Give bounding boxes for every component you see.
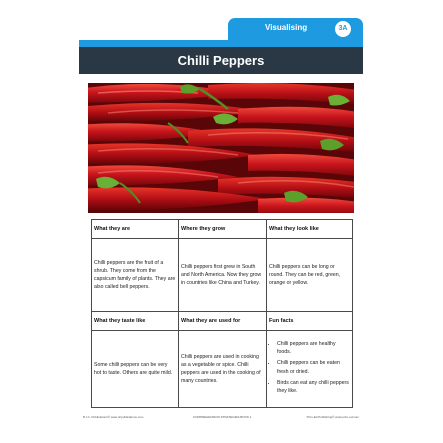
fun-facts-list	[269, 340, 350, 394]
header-where-they-grow: Where they grow	[179, 220, 267, 239]
page-footer	[83, 415, 359, 421]
facts-table	[91, 219, 353, 408]
cell-fun-facts	[267, 331, 353, 408]
cell-what-they-look-like: Chilli peppers can be long or round. They can be red, green, orange or yellow.	[267, 239, 353, 312]
table-row	[92, 331, 353, 408]
footer-copyright: Prim-Ed Publishing® www.prim-ed.com	[306, 415, 359, 419]
list-item: • Birds can eat any chilli peppers they like.	[277, 379, 350, 395]
cell-what-they-are-used-for: Chilli peppers are used in cooking as a vegetable or spice. Chilli peppers are used in the cooking of many countries.	[179, 331, 267, 408]
chilli-photo	[88, 83, 354, 213]
header-what-they-taste-like: What they taste like	[92, 312, 179, 331]
cell-what-they-are: Chilli peppers are the fruit of a shrub. They come from the capsicum family of plants. They are also called bell peppers.	[92, 239, 179, 312]
list-item: • Chilli peppers are healthy foods.	[277, 340, 350, 356]
header-what-they-are: What they are	[92, 220, 179, 239]
table-header-row	[92, 220, 353, 239]
table-header-row	[92, 312, 353, 331]
footer-publisher: R.I.C. Publications® www.ricpublications.com	[83, 415, 144, 419]
cell-where-they-grow: Chilli peppers first grew in South and North America. Now they grow in countries like China and Turkey.	[179, 239, 267, 312]
section-tab-label: Visualising	[265, 23, 308, 32]
header-what-they-look-like: What they look like	[267, 220, 353, 239]
chilli-image	[88, 83, 354, 213]
section-tab	[228, 18, 363, 40]
header-fun-facts: Fun facts	[267, 312, 353, 331]
cell-what-they-taste-like: Some chilli peppers can be very hot to taste. Others are quite mild.	[92, 331, 179, 408]
page-title: Chilli Peppers	[79, 47, 363, 74]
worksheet-page	[79, 18, 363, 423]
section-badge: 3A	[335, 21, 351, 37]
header-what-they-are-used-for: What they are used for	[179, 312, 267, 331]
footer-book-title: COMPREHENSION STRATEGIES BOOK 1	[193, 415, 252, 419]
list-item: • Chilli peppers can be eaten fresh or dried.	[277, 359, 350, 375]
header-band	[79, 40, 363, 47]
table-row	[92, 239, 353, 312]
